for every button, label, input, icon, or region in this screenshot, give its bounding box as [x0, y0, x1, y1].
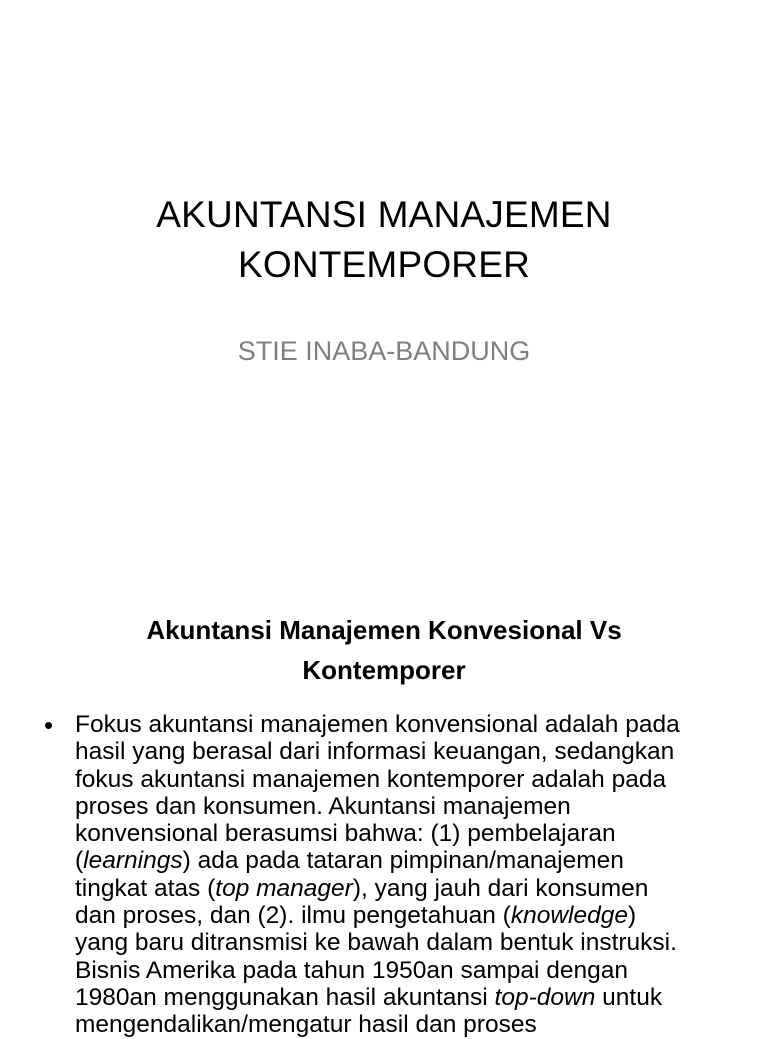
text-run: konvensional berasumsi bahwa: (1) pembelajaran — [75, 820, 616, 848]
bullet-icon: • — [44, 710, 54, 740]
content-slide-title — [0, 610, 768, 690]
text-run: proses dan konsumen. Akuntansi manajemen — [75, 792, 571, 820]
italic-term: learnings — [83, 847, 183, 875]
paragraph-line — [75, 957, 735, 984]
italic-term: top manager — [215, 874, 353, 902]
paragraph-line — [75, 793, 735, 820]
slide-title-line-1: AKUNTANSI MANAJEMEN — [156, 194, 612, 235]
text-run: Fokus akuntansi manajemen konvensional adalah pada — [75, 711, 680, 738]
content-slide-title-line-1: Akuntansi Manajemen Konvesional Vs — [146, 615, 622, 645]
text-run: mengendalikan/mengatur hasil dan proses — [75, 1011, 537, 1039]
text-run: ( — [75, 847, 84, 875]
content-slide — [0, 562, 768, 1039]
paragraph-line — [75, 738, 735, 765]
paragraph-line — [75, 984, 735, 1011]
text-run: untuk — [595, 983, 663, 1011]
paragraph-line — [75, 1011, 735, 1038]
paragraph-line — [75, 711, 735, 738]
paragraph-line — [75, 929, 735, 956]
text-run: ) ada pada tataran pimpinan/manajemen — [182, 847, 624, 875]
paragraph-line — [75, 766, 735, 793]
text-run: fokus akuntansi manajemen kontemporer adalah pada — [75, 765, 667, 793]
italic-term: knowledge — [510, 902, 628, 930]
paragraph-line — [75, 847, 735, 874]
text-run: hasil yang berasal dari informasi keuangan, sedangkan — [75, 738, 675, 766]
text-run: yang baru ditransmisi ke bawah dalam bentuk instruksi. — [75, 929, 677, 957]
italic-term: top-down — [494, 983, 596, 1011]
text-run: tingkat atas ( — [75, 874, 216, 902]
slide-title-line-2: KONTEMPORER — [237, 244, 531, 285]
text-run: ), yang jauh dari konsumen — [352, 874, 649, 902]
text-run: ) — [627, 902, 637, 930]
content-slide-title-line-2: Kontemporer — [302, 655, 466, 685]
paragraph-line — [75, 875, 735, 902]
paragraph-line — [75, 820, 735, 847]
text-run: 1980an menggunakan hasil akuntansi — [75, 983, 495, 1011]
slide-subtitle: STIE INABA-BANDUNG — [237, 336, 531, 366]
paragraph-line — [75, 902, 735, 929]
text-run: Bisnis Amerika pada tahun 1950an sampai dengan — [75, 956, 628, 984]
bullet-paragraph — [75, 711, 735, 1039]
text-run: dan proses, dan (2). ilmu pengetahuan ( — [75, 902, 511, 930]
slide-title — [0, 190, 768, 290]
